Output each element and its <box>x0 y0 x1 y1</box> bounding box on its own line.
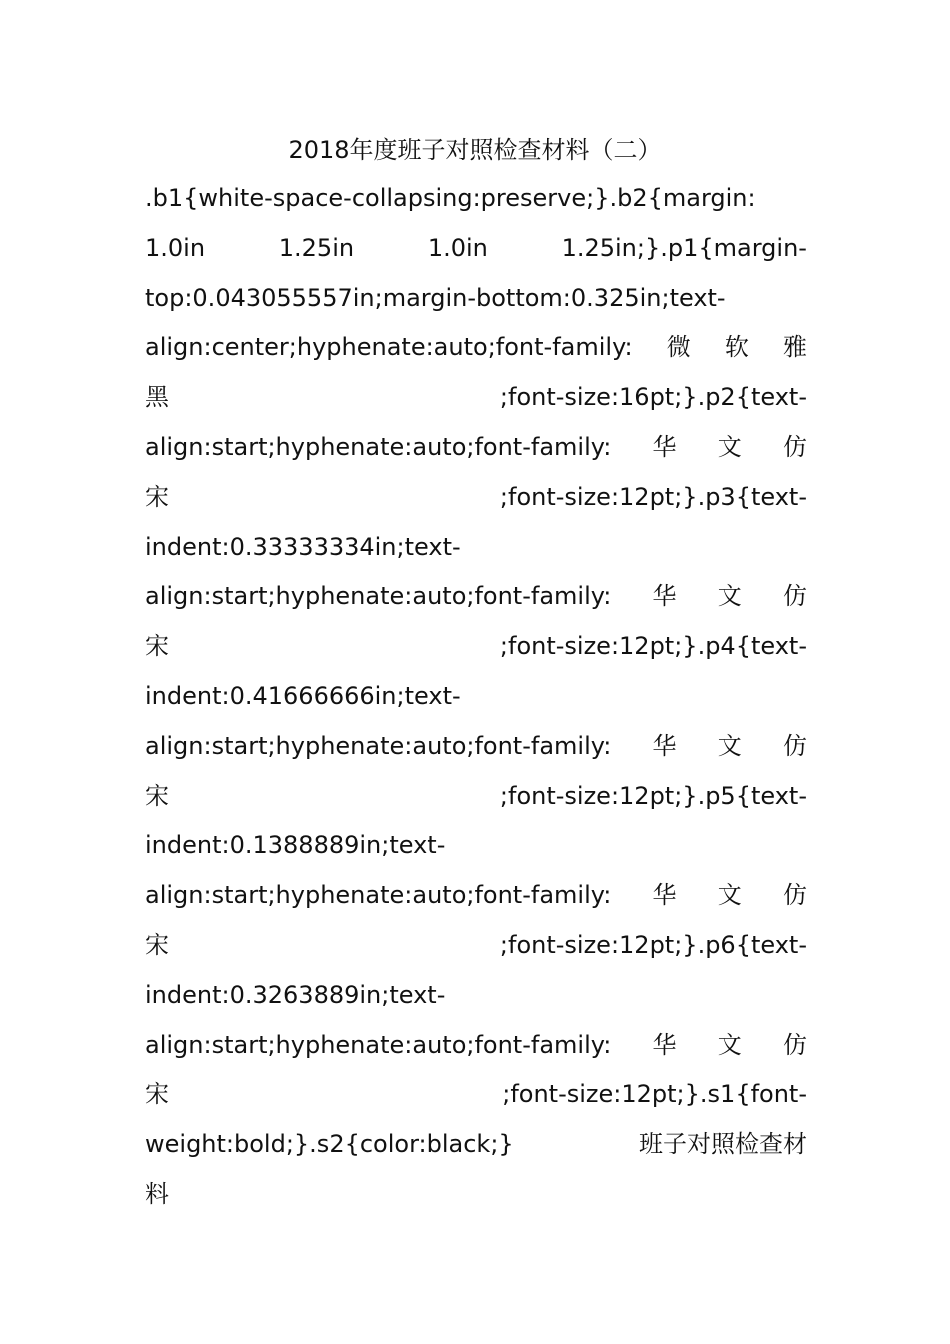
text-fragment: 1.25in <box>278 233 355 262</box>
text-line <box>145 827 807 877</box>
text-fragment: ;font-size:12pt;}.s1{font- <box>502 1080 807 1109</box>
text-line <box>145 1126 807 1176</box>
text-line <box>145 379 807 429</box>
text-line <box>145 977 807 1027</box>
text-line <box>145 230 807 280</box>
text-fragment: 仿 <box>783 881 807 910</box>
document-body <box>145 180 807 1226</box>
text-fragment: 华 <box>652 582 677 611</box>
text-fragment: top:0.043055557in;margin-bottom:0.325in;text- <box>145 283 726 312</box>
text-fragment: weight:bold;}.s2{color:black;} <box>145 1130 514 1159</box>
text-line <box>145 479 807 529</box>
text-fragment: 仿 <box>783 432 807 461</box>
text-fragment: 仿 <box>783 731 807 760</box>
text-fragment: ;font-size:12pt;}.p5{text- <box>499 781 807 810</box>
text-fragment: indent:0.1388889in;text- <box>145 831 446 860</box>
text-fragment: 仿 <box>783 582 807 611</box>
text-line <box>145 1027 807 1077</box>
text-line <box>145 1176 807 1226</box>
text-fragment: ;font-size:12pt;}.p3{text- <box>499 482 807 511</box>
text-fragment: .b1{white-space-collapsing:preserve;}.b2{margin: <box>145 184 756 212</box>
text-line <box>145 1076 807 1126</box>
text-fragment: 文 <box>717 881 742 910</box>
text-line <box>145 329 807 379</box>
text-fragment: align:start;hyphenate:auto;font-family: <box>145 1030 612 1059</box>
text-line <box>145 529 807 579</box>
text-line <box>145 927 807 977</box>
text-fragment: 宋 <box>145 632 169 661</box>
text-fragment: 宋 <box>145 930 169 959</box>
text-fragment: 文 <box>717 1030 742 1059</box>
text-fragment: 微 <box>666 333 691 362</box>
text-fragment: 宋 <box>145 781 169 810</box>
text-fragment: 宋 <box>145 1080 169 1109</box>
text-fragment: align:start;hyphenate:auto;font-family: <box>145 432 612 461</box>
text-fragment: 文 <box>717 582 742 611</box>
text-fragment: 1.25in;}.p1{margin- <box>561 233 807 262</box>
text-fragment: 华 <box>652 881 677 910</box>
text-line <box>145 280 807 330</box>
text-fragment: 料 <box>145 1179 169 1208</box>
text-fragment: 雅 <box>782 333 807 362</box>
text-fragment: indent:0.41666666in;text- <box>145 681 461 710</box>
text-line <box>145 728 807 778</box>
text-line <box>145 429 807 479</box>
text-fragment: 仿 <box>783 1030 807 1059</box>
text-line <box>145 578 807 628</box>
text-fragment: 班子对照检查材 <box>639 1130 807 1159</box>
text-fragment: 文 <box>717 432 742 461</box>
text-line <box>145 778 807 828</box>
text-fragment: ;font-size:16pt;}.p2{text- <box>499 383 807 412</box>
text-fragment: 华 <box>652 731 677 760</box>
text-fragment: 宋 <box>145 482 169 511</box>
text-fragment: 1.0in <box>145 233 206 262</box>
text-fragment: 软 <box>724 333 749 362</box>
text-fragment: 文 <box>717 731 742 760</box>
text-line <box>145 180 807 230</box>
text-fragment: ;font-size:12pt;}.p6{text- <box>499 930 807 959</box>
text-line <box>145 877 807 927</box>
text-line <box>145 628 807 678</box>
text-fragment: 华 <box>652 1030 677 1059</box>
document-title: 2018年度班子对照检查材料（二） <box>288 136 662 164</box>
text-line <box>145 678 807 728</box>
text-fragment: align:center;hyphenate:auto;font-family: <box>145 333 633 362</box>
text-fragment: 1.0in <box>427 233 488 262</box>
text-fragment: align:start;hyphenate:auto;font-family: <box>145 881 612 910</box>
text-fragment: align:start;hyphenate:auto;font-family: <box>145 582 612 611</box>
text-fragment: ;font-size:12pt;}.p4{text- <box>499 632 807 661</box>
text-fragment: indent:0.33333334in;text- <box>145 532 461 561</box>
text-fragment: 黑 <box>145 383 169 412</box>
text-fragment: indent:0.3263889in;text- <box>145 980 446 1009</box>
text-fragment: align:start;hyphenate:auto;font-family: <box>145 731 612 760</box>
text-fragment: 华 <box>652 432 677 461</box>
